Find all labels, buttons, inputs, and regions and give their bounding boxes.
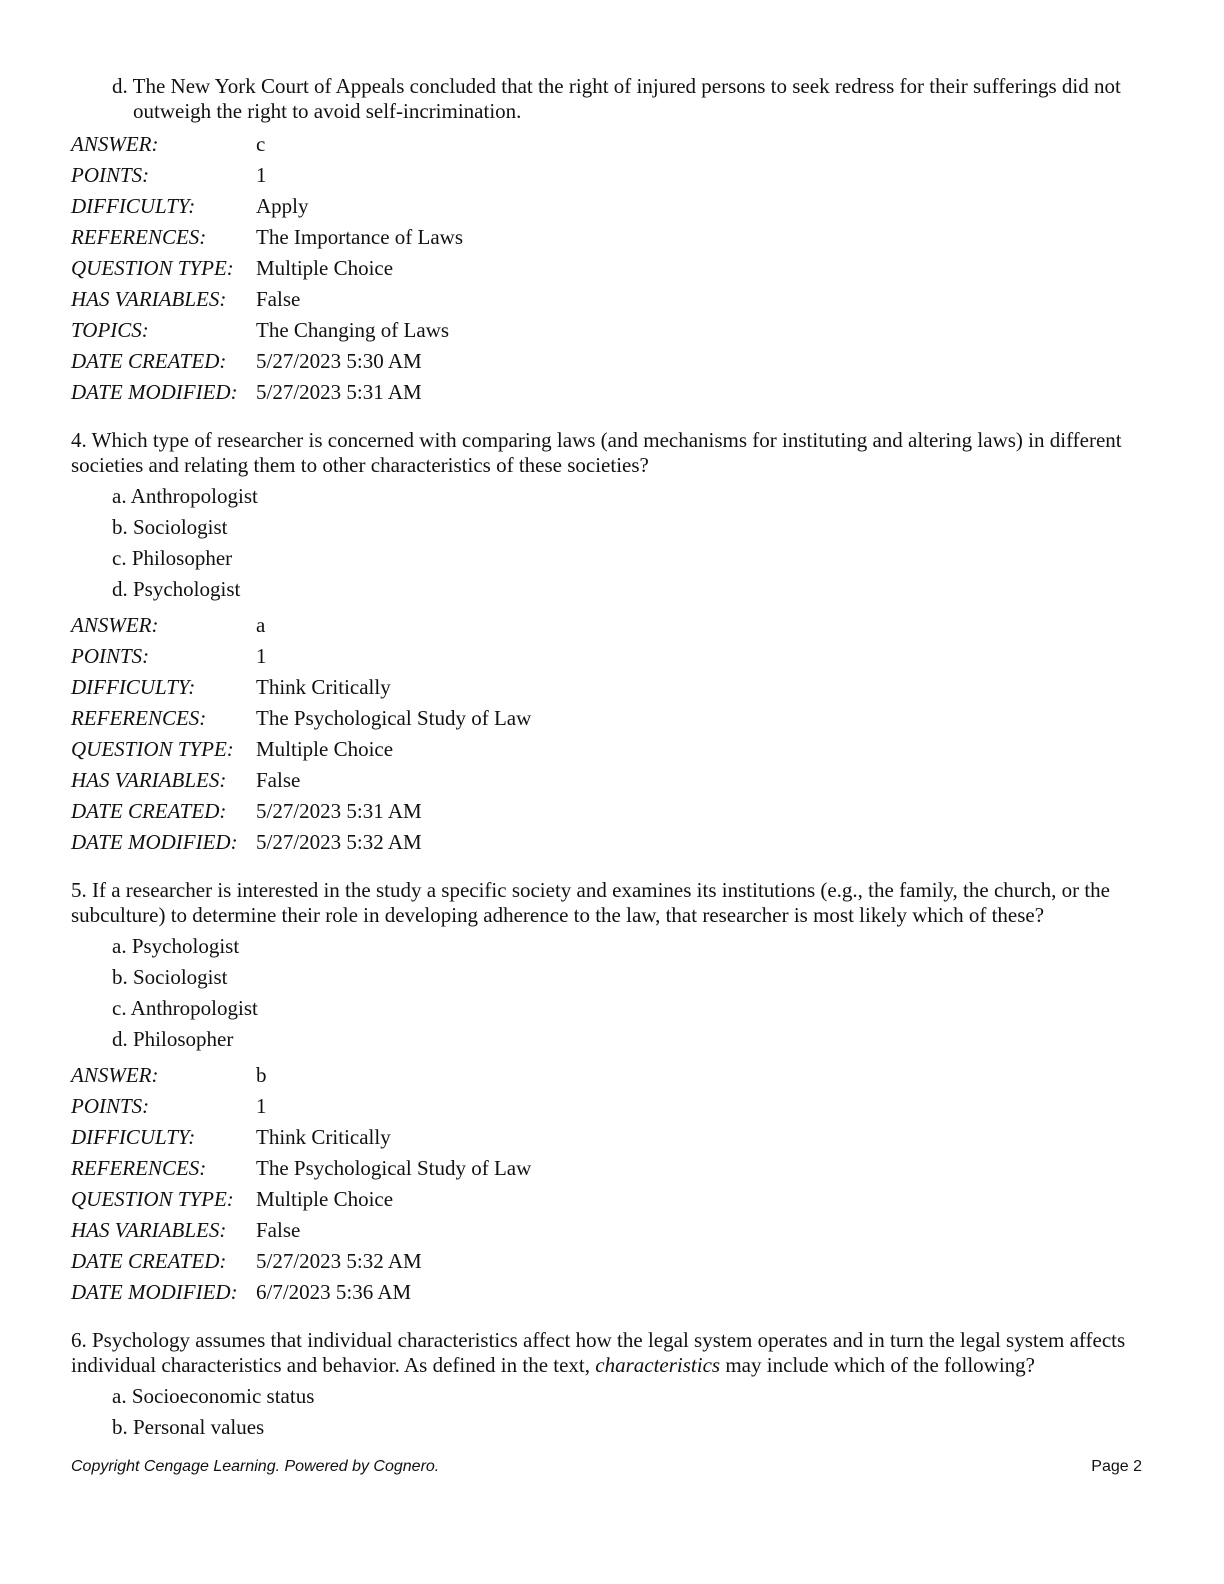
metadata-value: The Changing of Laws xyxy=(256,318,450,342)
continued-option-d xyxy=(71,74,1161,124)
metadata-row xyxy=(71,827,1161,858)
option-text xyxy=(112,74,1161,124)
metadata-value: 5/27/2023 5:32 AM xyxy=(256,830,422,854)
stem-before: 6. Psychology assumes that individual characteristics affect how the legal system operates and in turn the legal system affects individual characteristics and behavior. As defined in the text, xyxy=(71,1328,1126,1377)
metadata-value: Apply xyxy=(256,194,309,218)
metadata-value: False xyxy=(256,768,301,792)
metadata-row xyxy=(71,1153,1161,1184)
question-4-metadata xyxy=(71,610,1161,858)
question-5-metadata xyxy=(71,1060,1161,1308)
question-4 xyxy=(71,428,1161,858)
option-b: b. Sociologist xyxy=(112,515,228,539)
option-letter: d. xyxy=(112,74,128,98)
question-stem: 5. If a researcher is interested in the study a specific society and examines its institutions (e.g., the family, the church, or the subculture) to determine their role in developing adherence to the law, that researcher is most likely which of these? xyxy=(71,878,1110,927)
metadata-row xyxy=(71,672,1161,703)
options-list xyxy=(71,931,1161,1055)
option-body: The New York Court of Appeals concluded that the right of injured persons to seek redress for their sufferings did not outweigh the right to avoid self-incrimination. xyxy=(132,74,1121,123)
metadata-key: DATE MODIFIED: xyxy=(71,830,238,854)
option-a: a. Anthropologist xyxy=(112,484,258,508)
metadata-value: Multiple Choice xyxy=(256,1187,394,1211)
metadata-value: False xyxy=(256,1218,301,1242)
metadata-key: POINTS: xyxy=(71,644,150,668)
metadata-row xyxy=(71,284,1161,315)
metadata-row xyxy=(71,160,1161,191)
metadata-value: The Importance of Laws xyxy=(256,225,463,249)
metadata-row xyxy=(71,610,1161,641)
metadata-key: DATE MODIFIED: xyxy=(71,380,238,404)
metadata-key: DATE CREATED: xyxy=(71,349,227,373)
metadata-value: c xyxy=(256,132,266,156)
metadata-row xyxy=(71,1122,1161,1153)
metadata-key: ANSWER: xyxy=(71,132,159,156)
metadata-key: QUESTION TYPE: xyxy=(71,256,234,280)
metadata-value: Think Critically xyxy=(256,675,391,699)
metadata-value: False xyxy=(256,287,301,311)
metadata-row xyxy=(71,703,1161,734)
question-stem: 4. Which type of researcher is concerned with comparing laws (and mechanisms for instituting and altering laws) in different societies and relating them to other characteristics of these societies? xyxy=(71,428,1122,477)
metadata-row xyxy=(71,641,1161,672)
option-a: a. Socioeconomic status xyxy=(112,1384,315,1408)
metadata-row xyxy=(71,765,1161,796)
metadata-key: ANSWER: xyxy=(71,613,159,637)
option-b: b. Personal values xyxy=(112,1415,265,1439)
metadata-row xyxy=(71,253,1161,284)
metadata-row xyxy=(71,315,1161,346)
question-3-metadata xyxy=(71,129,1161,408)
metadata-value: 5/27/2023 5:30 AM xyxy=(256,349,422,373)
metadata-key: DATE MODIFIED: xyxy=(71,1280,238,1304)
metadata-key: REFERENCES: xyxy=(71,706,207,730)
metadata-value: The Psychological Study of Law xyxy=(256,1156,532,1180)
metadata-key: REFERENCES: xyxy=(71,1156,207,1180)
metadata-value: 5/27/2023 5:32 AM xyxy=(256,1249,422,1273)
metadata-value: a xyxy=(256,613,266,637)
metadata-row xyxy=(71,796,1161,827)
option-c: c. Anthropologist xyxy=(112,996,258,1020)
options-list xyxy=(71,481,1161,605)
metadata-key: POINTS: xyxy=(71,1094,150,1118)
metadata-key: DIFFICULTY: xyxy=(71,1125,196,1149)
options-list xyxy=(71,1381,1161,1443)
page-number: Page 2 xyxy=(1091,1458,1142,1475)
metadata-key: TOPICS: xyxy=(71,318,149,342)
question-5 xyxy=(71,878,1161,1308)
metadata-key: HAS VARIABLES: xyxy=(71,768,227,792)
metadata-row xyxy=(71,1215,1161,1246)
metadata-row xyxy=(71,377,1161,408)
metadata-key: HAS VARIABLES: xyxy=(71,287,227,311)
metadata-key: ANSWER: xyxy=(71,1063,159,1087)
metadata-key: DATE CREATED: xyxy=(71,799,227,823)
metadata-row xyxy=(71,1184,1161,1215)
stem-after: may include which of the following? xyxy=(720,1353,1035,1377)
page-footer xyxy=(71,1458,1142,1476)
option-c: c. Philosopher xyxy=(112,546,233,570)
metadata-value: 1 xyxy=(256,644,267,668)
metadata-key: POINTS: xyxy=(71,163,150,187)
metadata-key: REFERENCES: xyxy=(71,225,207,249)
question-stem xyxy=(71,1328,1161,1378)
metadata-value: 5/27/2023 5:31 AM xyxy=(256,380,422,404)
metadata-key: HAS VARIABLES: xyxy=(71,1218,227,1242)
metadata-row xyxy=(71,1277,1161,1308)
metadata-key: DATE CREATED: xyxy=(71,1249,227,1273)
option-d: d. Psychologist xyxy=(112,577,241,601)
metadata-value: The Psychological Study of Law xyxy=(256,706,532,730)
metadata-row xyxy=(71,222,1161,253)
metadata-value: Multiple Choice xyxy=(256,256,394,280)
metadata-value: Multiple Choice xyxy=(256,737,394,761)
option-d: d. Philosopher xyxy=(112,1027,234,1051)
metadata-row xyxy=(71,1060,1161,1091)
metadata-value: b xyxy=(256,1063,267,1087)
metadata-key: QUESTION TYPE: xyxy=(71,1187,234,1211)
metadata-value: 1 xyxy=(256,163,267,187)
stem-italic: characteristics xyxy=(595,1353,721,1377)
metadata-row xyxy=(71,129,1161,160)
question-6 xyxy=(71,1328,1161,1443)
metadata-row xyxy=(71,346,1161,377)
metadata-row xyxy=(71,734,1161,765)
option-b: b. Sociologist xyxy=(112,965,228,989)
metadata-key: DIFFICULTY: xyxy=(71,194,196,218)
copyright-notice: Copyright Cengage Learning. Powered by Cognero. xyxy=(71,1458,440,1475)
metadata-value: 5/27/2023 5:31 AM xyxy=(256,799,422,823)
metadata-value: 6/7/2023 5:36 AM xyxy=(256,1280,412,1304)
metadata-key: QUESTION TYPE: xyxy=(71,737,234,761)
option-a: a. Psychologist xyxy=(112,934,240,958)
metadata-value: Think Critically xyxy=(256,1125,391,1149)
metadata-row xyxy=(71,1246,1161,1277)
page-body xyxy=(71,74,1161,1443)
metadata-key: DIFFICULTY: xyxy=(71,675,196,699)
metadata-row xyxy=(71,191,1161,222)
metadata-value: 1 xyxy=(256,1094,267,1118)
metadata-row xyxy=(71,1091,1161,1122)
